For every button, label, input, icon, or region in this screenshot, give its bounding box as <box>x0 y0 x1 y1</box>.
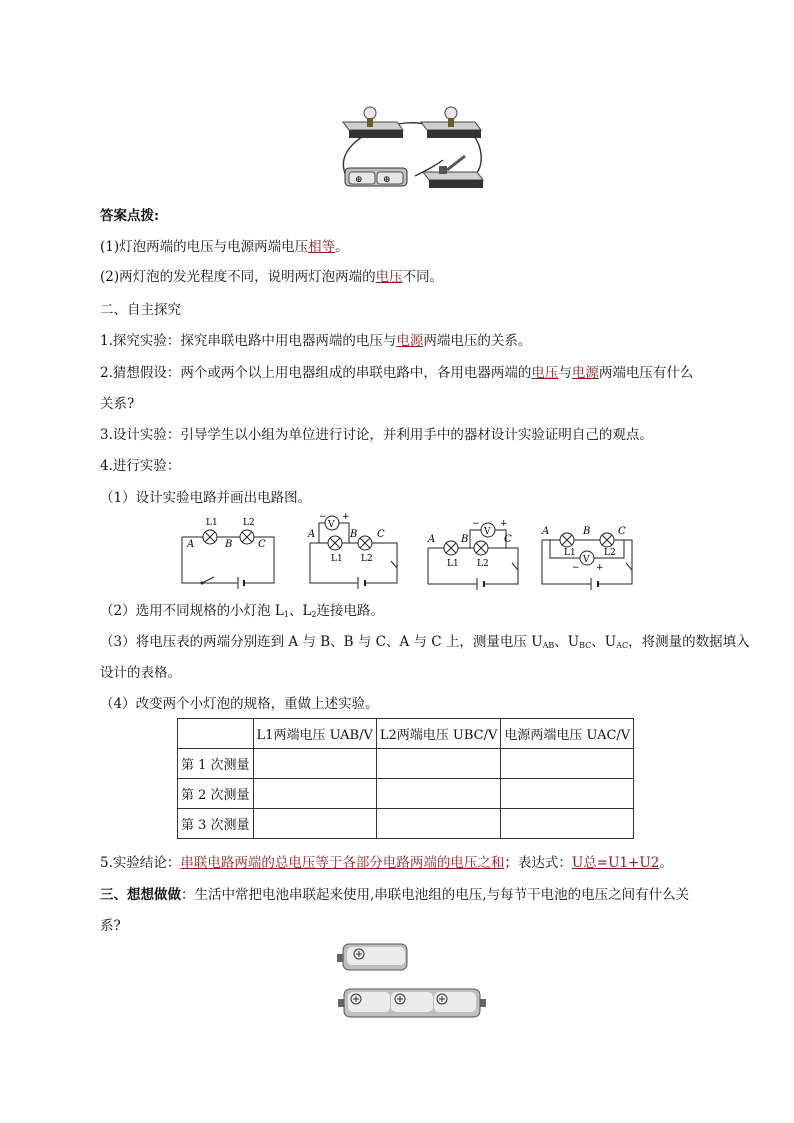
table-cell[interactable] <box>501 809 634 839</box>
label-plus: + <box>596 563 604 573</box>
table-header-corner <box>178 719 254 749</box>
row-label: 第 2 次测量 <box>178 779 254 809</box>
circuit-diagram-4 <box>538 520 638 588</box>
circuit-apparatus-photo <box>335 100 485 192</box>
step-1: （1）设计实验电路并画出电路图。 <box>100 490 312 506</box>
label-b: B <box>461 534 469 545</box>
step-4: （4）改变两个小灯泡的规格，重做上述实验。 <box>100 696 379 712</box>
section2-p2-line2: 关系? <box>100 396 135 412</box>
label-v: V <box>484 527 491 537</box>
label-b: B <box>225 539 233 550</box>
section2-p1: 1.探究实验：探究串联电路中用电器两端的电压与电源两端电压的关系。 <box>100 333 532 349</box>
table-cell[interactable] <box>253 749 376 779</box>
table-header-row <box>178 719 634 749</box>
svg-text:⊕: ⊕ <box>383 175 391 185</box>
label-l2: L2 <box>243 518 255 528</box>
single-battery-image <box>337 940 413 974</box>
label-plus: + <box>500 519 508 529</box>
table-cell[interactable] <box>501 779 634 809</box>
table-cell[interactable] <box>501 749 634 779</box>
measurement-table <box>177 718 634 839</box>
circuit-diagram-3 <box>424 520 524 588</box>
label-c: C <box>258 539 266 550</box>
conclusion: 5.实验结论：串联电路两端的总电压等于各部分电路两端的电压之和；表达式：U总=U1+U2。 <box>100 855 673 871</box>
label-plus: + <box>342 512 350 522</box>
section3-line2: 系? <box>100 918 121 934</box>
label-l2: L2 <box>604 548 616 558</box>
table-cell[interactable] <box>376 779 501 809</box>
label-minus: − <box>319 512 327 522</box>
circuit-diagram-1 <box>178 513 278 588</box>
label-l1: L1 <box>206 518 218 528</box>
answer-hint-title: 答案点拨: <box>100 208 159 224</box>
label-l2: L2 <box>361 554 373 564</box>
table-header-l2: L2两端电压 UBC/V <box>376 719 501 749</box>
label-v: V <box>328 520 335 530</box>
table-row <box>178 749 634 779</box>
step-3: （3）将电压表的两端分别连到 A 与 B、B 与 C、A 与 C 上，测量电压 $U_{AB}$、$U_{BC}$、$U_{AC}$，将测量的数据填入 <box>100 634 750 650</box>
circuit-diagram-2 <box>305 513 405 588</box>
row-label: 第 1 次测量 <box>178 749 254 779</box>
label-a: A <box>308 529 316 540</box>
label-l1: L1 <box>447 559 459 569</box>
table-header-source: 电源两端电压 UAC/V <box>501 719 634 749</box>
label-c: C <box>377 529 385 540</box>
table-row <box>178 809 634 839</box>
table-cell[interactable] <box>376 809 501 839</box>
table-cell[interactable] <box>253 809 376 839</box>
table-cell[interactable] <box>376 749 501 779</box>
label-v: V <box>583 555 590 565</box>
answer-hint-item-2: (2)两灯泡的发光程度不同，说明两灯泡两端的电压不同。 <box>100 269 444 285</box>
section2-p2: 2.猜想假设：两个或两个以上用电器组成的串联电路中，各用电器两端的电压与电源两端电压有什么 <box>100 365 694 381</box>
label-b: B <box>583 526 591 537</box>
svg-text:⊕: ⊕ <box>355 175 363 185</box>
label-minus: − <box>572 563 580 573</box>
table-cell[interactable] <box>253 779 376 809</box>
label-a: A <box>187 539 195 550</box>
label-b: B <box>350 529 358 540</box>
three-battery-image <box>338 985 486 1021</box>
section3-text: 三、想想做做：生活中常把电池串联起来使用,串联电池组的电压,与每节干电池的电压之间有什么关 <box>100 887 690 903</box>
label-c: C <box>618 526 626 537</box>
row-label: 第 3 次测量 <box>178 809 254 839</box>
table-row <box>178 779 634 809</box>
table-header-l1: L1两端电压 UAB/V <box>253 719 376 749</box>
step-2: （2）选用不同规格的小灯泡 $L_1$、$L_2$连接电路。 <box>100 603 385 619</box>
label-a: A <box>428 534 436 545</box>
label-l2: L2 <box>477 559 489 569</box>
label-minus: − <box>472 519 480 529</box>
section2-p3: 3.设计实验：引导学生以小组为单位进行讨论，并利用手中的器材设计实验证明自己的观点。 <box>100 427 653 443</box>
label-l1: L1 <box>564 548 576 558</box>
label-c: C <box>504 534 512 545</box>
section2-heading: 二、自主探究 <box>100 302 181 318</box>
label-a: A <box>542 526 550 537</box>
answer-hint-item-1: (1)灯泡两端的电压与电源两端电压相等。 <box>100 239 349 255</box>
step-3-line2: 设计的表格。 <box>100 665 181 681</box>
section2-p4: 4.进行实验： <box>100 458 181 474</box>
label-l1: L1 <box>331 554 343 564</box>
